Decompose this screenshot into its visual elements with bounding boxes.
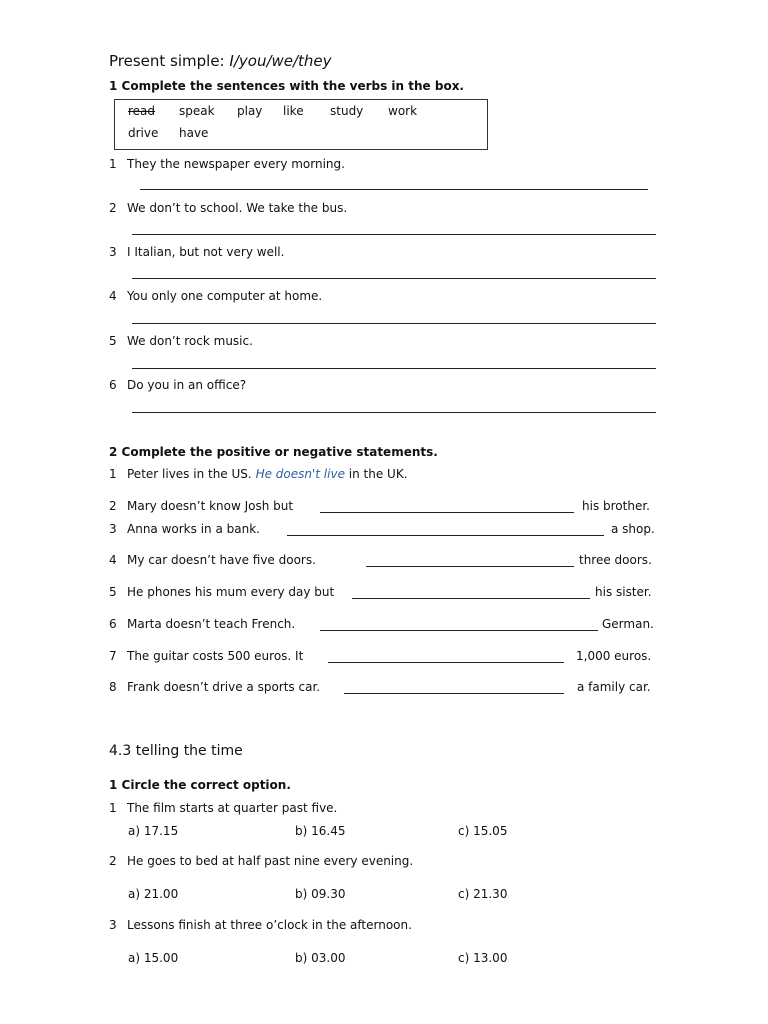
answer-line[interactable]	[328, 662, 564, 663]
item-text: We don’t rock music.	[127, 334, 253, 348]
item-pre: He phones his mum every day but	[127, 585, 335, 599]
item-text: He goes to bed at half past nine every evening.	[127, 854, 414, 868]
item-text: We don’t to school. We take the bus.	[127, 201, 348, 215]
option-a[interactable]: a) 21.00	[128, 887, 179, 901]
ex3-item	[109, 918, 412, 932]
item-post: his sister.	[595, 585, 652, 599]
item-number: 6	[109, 617, 117, 631]
item-number: 1	[109, 801, 117, 815]
ex3-item	[109, 801, 337, 815]
item-number: 4	[109, 289, 117, 303]
answer-line[interactable]	[132, 278, 656, 279]
ex1-item	[109, 378, 246, 392]
item-post: a shop.	[611, 522, 655, 536]
item-post: a family car.	[577, 680, 651, 694]
item-post: German.	[602, 617, 654, 631]
ex1-item	[109, 289, 322, 303]
item-number: 2	[109, 201, 117, 215]
ex1-item	[109, 201, 347, 215]
item-pre: The guitar costs 500 euros. It	[127, 649, 304, 663]
item-number: 2	[109, 499, 117, 513]
item-text: Do you in an office?	[127, 378, 247, 392]
ex1-item	[109, 245, 284, 259]
option-a[interactable]: a) 15.00	[128, 951, 179, 965]
page-title	[109, 52, 332, 70]
item-number: 3	[109, 918, 117, 932]
word-box-item: study	[330, 104, 364, 118]
word-box-item: have	[179, 126, 209, 140]
item-number: 1	[109, 467, 117, 481]
item-text: The film starts at quarter past five.	[127, 801, 338, 815]
item-text: Lessons finish at three o’clock in the afternoon.	[127, 918, 412, 932]
ex1-instruction: 1 Complete the sentences with the verbs in the box.	[109, 79, 464, 93]
title-main: Present simple:	[109, 52, 225, 70]
ex2-item	[109, 649, 303, 663]
option-b[interactable]: b) 09.30	[295, 887, 346, 901]
item-pre: Frank doesn’t drive a sports car.	[127, 680, 321, 694]
answer-line[interactable]	[352, 598, 590, 599]
ex3-item	[109, 854, 413, 868]
item-post: three doors.	[579, 553, 652, 567]
word-box-item: drive	[128, 126, 159, 140]
item-post: 1,000 euros.	[576, 649, 652, 663]
item-number: 5	[109, 585, 117, 599]
option-b[interactable]: b) 16.45	[295, 824, 346, 838]
ex2-item	[109, 617, 295, 631]
word-box-item: like	[283, 104, 304, 118]
example-pre: Peter lives in the US.	[127, 467, 252, 481]
item-pre: My car doesn’t have five doors.	[127, 553, 316, 567]
answer-line[interactable]	[132, 234, 656, 235]
example-answer: He doesn't live	[255, 467, 345, 481]
answer-line[interactable]	[320, 630, 598, 631]
option-a[interactable]: a) 17.15	[128, 824, 179, 838]
option-c[interactable]: c) 15.05	[458, 824, 508, 838]
item-number: 8	[109, 680, 117, 694]
word-box-item: read	[128, 104, 156, 118]
word-box-item: work	[388, 104, 418, 118]
item-text: You only one computer at home.	[127, 289, 323, 303]
item-number: 4	[109, 553, 117, 567]
ex2-item	[109, 553, 316, 567]
option-b[interactable]: b) 03.00	[295, 951, 346, 965]
option-c[interactable]: c) 13.00	[458, 951, 508, 965]
ex2-item	[109, 585, 334, 599]
item-number: 6	[109, 378, 117, 392]
item-pre: Mary doesn’t know Josh but	[127, 499, 294, 513]
ex1-item	[109, 157, 345, 171]
item-pre: Marta doesn’t teach French.	[127, 617, 296, 631]
ex3-instruction: 1 Circle the correct option.	[109, 778, 291, 792]
item-number: 1	[109, 157, 117, 171]
section-title: 4.3 telling the time	[109, 743, 243, 759]
answer-line[interactable]	[132, 368, 656, 369]
item-number: 7	[109, 649, 117, 663]
answer-line[interactable]	[132, 323, 656, 324]
item-text: They the newspaper every morning.	[127, 157, 345, 171]
answer-line[interactable]	[287, 535, 604, 536]
ex2-instruction: 2 Complete the positive or negative statements.	[109, 445, 438, 459]
item-number: 3	[109, 522, 117, 536]
ex2-item	[109, 680, 320, 694]
word-box-item: play	[237, 104, 263, 118]
option-c[interactable]: c) 21.30	[458, 887, 508, 901]
ex2-item	[109, 499, 293, 513]
answer-line[interactable]	[344, 693, 564, 694]
item-number: 5	[109, 334, 117, 348]
item-post: his brother.	[582, 499, 650, 513]
answer-line[interactable]	[132, 412, 656, 413]
answer-line[interactable]	[366, 566, 574, 567]
item-number: 2	[109, 854, 117, 868]
item-number: 3	[109, 245, 117, 259]
item-text: I Italian, but not very well.	[127, 245, 285, 259]
item-pre: Anna works in a bank.	[127, 522, 260, 536]
answer-line[interactable]	[140, 189, 648, 190]
example-post: in the UK.	[348, 467, 408, 481]
title-pronouns: I/you/we/they	[229, 52, 332, 70]
ex2-example	[109, 467, 408, 481]
answer-line[interactable]	[320, 512, 574, 513]
word-box-item: speak	[179, 104, 215, 118]
ex1-item	[109, 334, 253, 348]
ex2-item	[109, 522, 260, 536]
